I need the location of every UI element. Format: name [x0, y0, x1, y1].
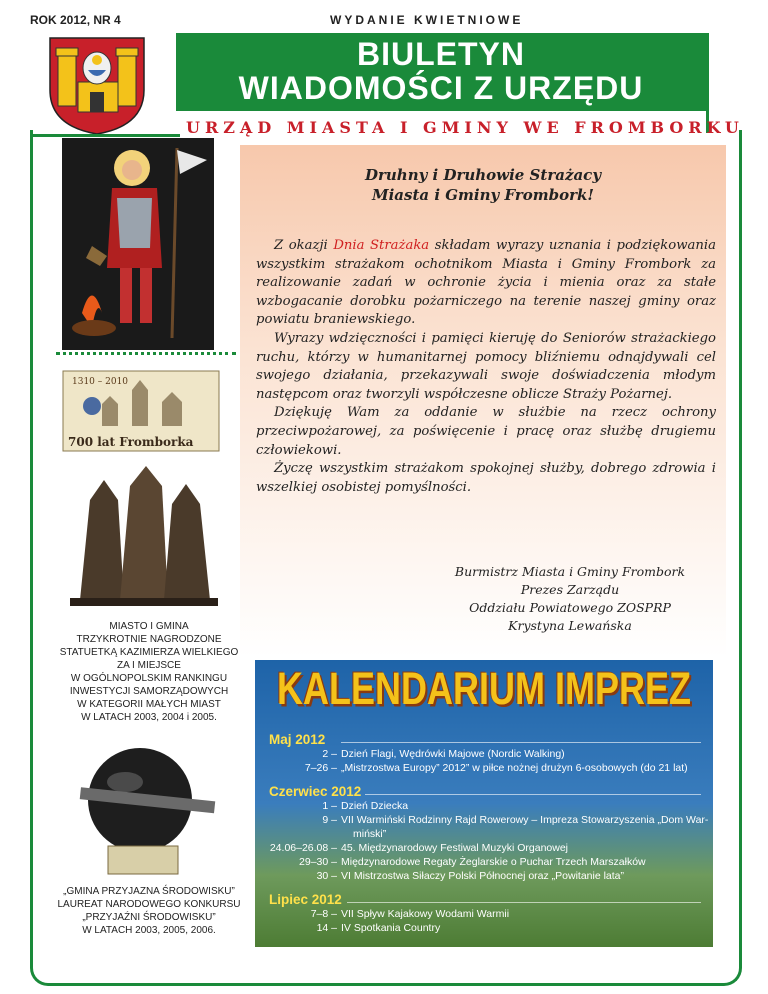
events-calendar: [255, 660, 713, 947]
event-text: Dzień Flagi, Wędrówki Majowe (Nordic Walking): [341, 748, 565, 760]
event-text: Dzień Dziecka: [341, 800, 409, 812]
title-banner: [176, 33, 706, 111]
caption-line: W LATACH 2003, 2004 i 2005.: [81, 712, 217, 723]
letter-title-line-2: Miasta i Gminy Frombork!: [371, 186, 595, 204]
month-july: Lipiec 2012: [269, 892, 342, 907]
award-caption-1: [56, 620, 242, 724]
dotted-divider: [56, 352, 236, 355]
event-date: 14 –: [316, 922, 337, 934]
signature-line: Prezes Zarządu: [520, 582, 620, 597]
frame-top-edge: [30, 134, 180, 137]
highlight-firefighter-day: Dnia Strażaka: [333, 238, 430, 253]
badge-text: 700 lat Fromborka: [68, 435, 194, 449]
caption-line: W KATEGORII MAŁYCH MIAST: [77, 699, 221, 710]
caption-line: „PRZYJAŹNI ŚRODOWISKU”: [82, 912, 216, 923]
caption-line: LAUREAT NARODOWEGO KONKURSU: [57, 899, 241, 910]
title-line-2: WIADOMOŚCI Z URZĘDU: [238, 70, 644, 106]
event-text: „Mistrzostwa Europy” 2012” w piłce nożnej drużyn 6-osobowych (do 21 lat): [341, 762, 688, 774]
caption-line: „GMINA PRZYJAZNA ŚRODOWISKU”: [63, 886, 235, 897]
letter-title-line-1: Druhny i Druhowie Strażacy: [364, 166, 602, 184]
caption-line: MIASTO I GMINA: [109, 621, 189, 632]
event-date: 30 –: [316, 870, 337, 882]
event-date: 9 –: [322, 814, 337, 826]
event-text: VII Spływ Kajakowy Wodami Warmii: [341, 908, 510, 920]
event-text: VI Mistrzostwa Siłaczy Polski Północnej oraz „Powitanie lata”: [341, 870, 625, 882]
event-date: 7–26 –: [304, 762, 337, 774]
signature-block: [420, 563, 720, 635]
letter-paragraph-4: Życzę wszystkim strażakom spokojnej służby, dobrego zdrowia i wszelkiej osobistej pomyślności.: [256, 461, 716, 495]
saint-florian-image: [62, 138, 214, 350]
event-text: miński”: [353, 828, 387, 840]
caption-line: W OGÓLNOPOLSKIM RANKINGU: [70, 673, 228, 684]
caption-line: W LATACH 2003, 2005, 2006.: [82, 925, 216, 936]
caption-line: INWESTYCJI SAMORZĄDOWYCH: [69, 686, 229, 697]
badge-years: 1310 – 2010: [72, 377, 129, 387]
signature-line: Oddziału Powiatowego ZOSPRP: [469, 600, 671, 615]
anniversary-700-badge: [62, 370, 220, 452]
caption-line: TRZYKROTNIE NAGRODZONE: [76, 634, 222, 645]
letter-paragraph-3: Dziękuję Wam za oddanie w służbie na rzecz ochrony przeciwpożarowej, za poświęcenie i pracę oraz służbę drugiemu człowiekowi.: [256, 405, 716, 458]
title-line-1: BIULETYN: [357, 36, 525, 72]
letter-text: Z okazji: [274, 238, 334, 253]
event-date: 2 –: [322, 748, 337, 760]
month-divider: [347, 902, 701, 903]
edition-label: WYDANIE KWIETNIOWE: [330, 13, 524, 27]
event-text: VII Warmiński Rodzinny Rajd Rowerowy – Impreza Stowarzyszenia „Dom War-: [341, 814, 709, 826]
letter-text: składam wyrazy uznania i podziękowania wszystkim strażakom ochotnikom Miasta i Gminy Frombork za realizowanie zadań w ochronie życia i mienia oraz za stałe wzbogacanie dorobku pożarniczego na terenie naszej gminy oraz powiatu braniewskiego.: [256, 238, 716, 328]
town-coat-of-arms: [44, 34, 150, 136]
month-may: Maj 2012: [269, 732, 326, 747]
letter-body: [256, 237, 716, 497]
event-text: Międzynarodowe Regaty Żeglarskie o Puchar Trzech Marszałków: [341, 856, 646, 868]
month-divider: [341, 742, 701, 743]
letter-title: [240, 165, 726, 205]
month-divider: [365, 794, 701, 795]
event-date: 7–8 –: [310, 908, 337, 920]
caption-line: ZA I MIEJSCE: [117, 660, 181, 671]
month-june: Czerwiec 2012: [269, 784, 362, 799]
event-date: 24.06–26.08 –: [269, 842, 337, 854]
issue-number: ROK 2012, NR 4: [30, 13, 121, 27]
letter-paragraph-1: [256, 237, 716, 330]
event-text: IV Spotkania Country: [341, 922, 441, 934]
signature-line: Burmistrz Miasta i Gminy Frombork: [454, 564, 686, 579]
caption-line: STATUETKĄ KAZIMIERZA WIELKIEGO: [59, 647, 239, 658]
eco-award-globe-image: [70, 742, 220, 877]
letter-paragraph-2: Wyrazy wdzięczności i pamięci kieruję do Seniorów strażackiego ruchu, którzy w humanitarnej pomocy bliźniemu odnajdywali cel swojego działania, przekazywali swoje doświadczenia młodym następcom oraz tworzyli współczesne oblicze Straży Pożarnej.: [256, 330, 716, 402]
event-date: 29–30 –: [299, 856, 337, 868]
event-date: 1 –: [322, 800, 337, 812]
event-text: 45. Międzynarodowy Festiwal Muzyki Organowej: [341, 842, 569, 854]
signature-line: Krystyna Lewańska: [508, 618, 632, 633]
kazimierz-statuette-image: [60, 460, 228, 608]
office-subtitle: URZĄD MIASTA I GMINY WE FROMBORKU: [186, 118, 744, 137]
award-caption-2: [56, 885, 242, 937]
calendar-title: KALENDARIUM IMPREZ: [277, 662, 691, 714]
